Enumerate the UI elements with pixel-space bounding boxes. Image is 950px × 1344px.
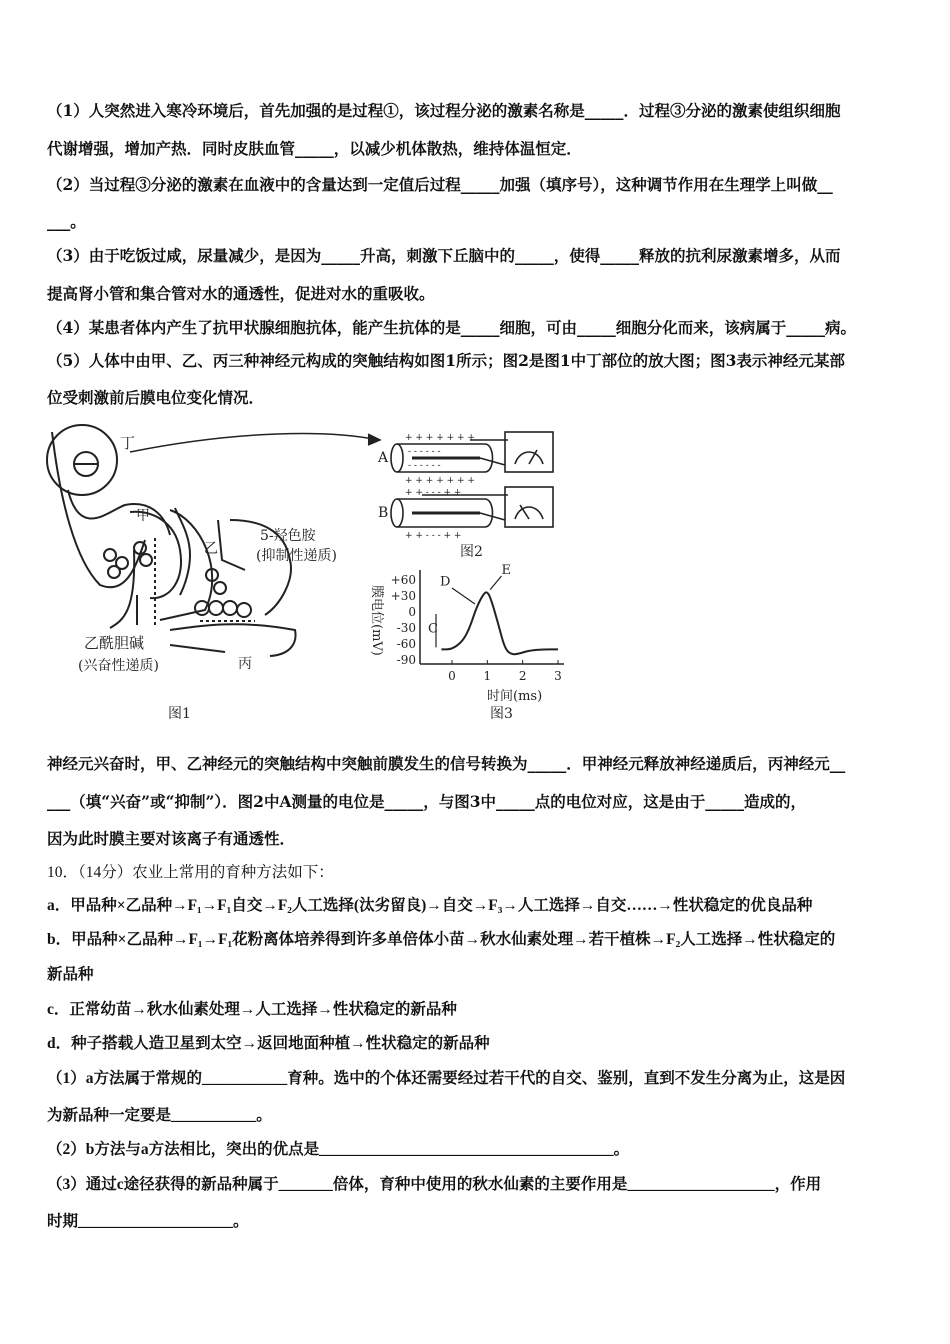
q10-method-c: c．正常幼苗→秋水仙素处理→人工选择→性状稳定的新品种	[47, 1001, 457, 1018]
q9-part5-q2: ___（填“兴奋”或“抑制”）．图2中A测量的电位是_____，与图3中_____点的电位对应，这是由于_____造成的，	[47, 792, 807, 811]
label-serotonin-note: (抑制性递质)	[256, 548, 337, 564]
q10-title: 10．（14分）农业上常用的育种方法如下：	[47, 864, 334, 881]
q10-part1-line2: 为新品种一定要是___________。	[47, 1107, 272, 1124]
y-tick-label: -90	[396, 653, 416, 667]
svg-text:- - - - - -: - - - - - -	[408, 461, 441, 471]
label-E: E	[501, 563, 511, 578]
q10-part1-line1: （1）a方法属于常规的___________育种。选中的个体还需要经过若干代的自交、鉴别，直到不发生分离为止，这是因	[47, 1070, 846, 1087]
q10-part2: （2）b方法与a方法相比，突出的优点是______________________________________。	[47, 1141, 630, 1158]
yi-neck	[218, 520, 245, 570]
x-tick-label: 2	[518, 669, 527, 683]
ach-pointer	[110, 550, 134, 628]
bing-body	[170, 624, 296, 656]
label-C: C	[428, 621, 438, 637]
q9-part5-line2: 位受刺激前后膜电位变化情况．	[47, 388, 265, 407]
figure2-caption: 图2	[460, 544, 483, 560]
q9-part2-line1: （2）当过程③分泌的激素在血液中的含量达到一定值后过程_____加强（填序号），这种调节作用在生理学上叫做__	[47, 175, 833, 194]
label-acetylcholine: 乙酰胆碱	[84, 634, 145, 652]
q9-part4: （4）某患者体内产生了抗甲状腺细胞抗体，能产生抗体的是_____细胞，可由_____细胞分化而来，该病属于_____病。	[47, 318, 857, 337]
svg-text:+ + + + + + +: + + + + + + +	[405, 433, 475, 443]
q9-part3-line1: （3）由于吃饭过咸，尿量减少，是因为_____升高，刺激下丘脑中的_____，使得_____释放的抗利尿激素增多，从而	[47, 246, 841, 265]
figure1-caption: 图1	[168, 706, 191, 722]
svg-text:+ + + + + + +: + + + + + + +	[405, 476, 475, 486]
ding-circle	[47, 425, 117, 495]
figure1-synapse-diagram	[47, 425, 296, 656]
y-tick-label: +60	[390, 573, 416, 587]
label-B: B	[378, 505, 389, 521]
q10-method-a: a．甲品种×乙品种→F₁→F₁自交→F₂人工选择(汰劣留良)→自交→F₃→人工选择→自交……→性状稳定的优良品种	[47, 897, 813, 914]
svg-text:- - - - - -: - - - - - -	[408, 447, 441, 457]
q10-method-d: d．种子搭载人造卫星到太空→返回地面种植→性状稳定的新品种	[47, 1035, 490, 1052]
q9-part2-line2: ___。	[47, 212, 86, 231]
q9-part1-line1: （1）人突然进入寒冷环境后，首先加强的是过程①，该过程分泌的激素名称是_____．过程③分泌的激素使组织细胞	[47, 101, 841, 120]
figure3-chart	[369, 563, 564, 704]
y-tick-label: -60	[396, 637, 416, 651]
y-tick-label: +30	[390, 589, 416, 603]
jia-terminal	[130, 512, 181, 598]
peak-arrow	[490, 576, 501, 590]
label-A: A	[378, 450, 389, 466]
label-yi: 乙	[204, 541, 218, 557]
label-ding: 丁	[120, 434, 136, 452]
q9-part5-q1: 神经元兴奋时，甲、乙神经元的突触结构中突触前膜发生的信号转换为_____．甲神经元释放神经递质后，丙神经元__	[47, 754, 846, 773]
q9-part5-line1: （5）人体中由甲、乙、丙三种神经元构成的突触结构如图1所示；图2是图1中丁部位的放大图；图3表示神经元某部	[47, 351, 845, 370]
q10-part3-line1: （3）通过c途径获得的新品种属于_______倍体，育种中使用的秋水仙素的主要作用是___________________，作用	[47, 1176, 822, 1193]
depolarization-arrow	[452, 588, 475, 604]
membrane-potential-curve	[441, 592, 558, 654]
y-tick-label: 0	[408, 605, 416, 619]
q10-part3-line2: 时期____________________。	[47, 1213, 249, 1230]
q10-method-b-line2: 新品种	[47, 966, 94, 983]
ding-to-fig2-arrow	[130, 434, 380, 452]
neuron-figure	[40, 420, 580, 725]
x-tick-label: 3	[554, 669, 562, 683]
figure3-caption: 图3	[490, 706, 513, 722]
bing-lower	[170, 645, 225, 652]
label-bing: 丙	[238, 656, 252, 672]
q9-part3-line2: 提高肾小管和集合管对水的通透性，促进对水的重吸收。	[47, 284, 435, 303]
figure2-charge-marks	[405, 433, 475, 541]
label-acetylcholine-note: (兴奋性递质)	[78, 658, 159, 674]
svg-text:+ + - - - + +: + + - - - + +	[405, 531, 462, 541]
svg-text:+ + - - - + +: + + - - - + +	[405, 488, 462, 498]
x-axis-label: 时间(ms)	[487, 689, 543, 704]
label-jia: 甲	[136, 508, 150, 524]
label-D: D	[440, 574, 451, 590]
y-tick-label: -30	[396, 621, 416, 635]
jia-axon-outer	[52, 432, 145, 587]
q9-part1-line2: 代谢增强，增加产热．同时皮肤血管_____，以减少机体散热，维持体温恒定．	[47, 139, 582, 158]
jia-axon-inner	[68, 490, 170, 535]
y-axis-label: 膜电位(mV)	[369, 585, 384, 656]
x-tick-label: 1	[483, 669, 492, 683]
label-serotonin: 5-羟色胺	[260, 528, 316, 544]
q9-part5-q3: 因为此时膜主要对该离子有通透性．	[47, 829, 296, 848]
q10-method-b-line1: b．甲品种×乙品种→F₁→F₁花粉离体培养得到许多单倍体小苗→秋水仙素处理→若干植株→F₂人工选择→性状稳定的	[47, 931, 836, 948]
x-tick-label: 0	[448, 669, 456, 683]
